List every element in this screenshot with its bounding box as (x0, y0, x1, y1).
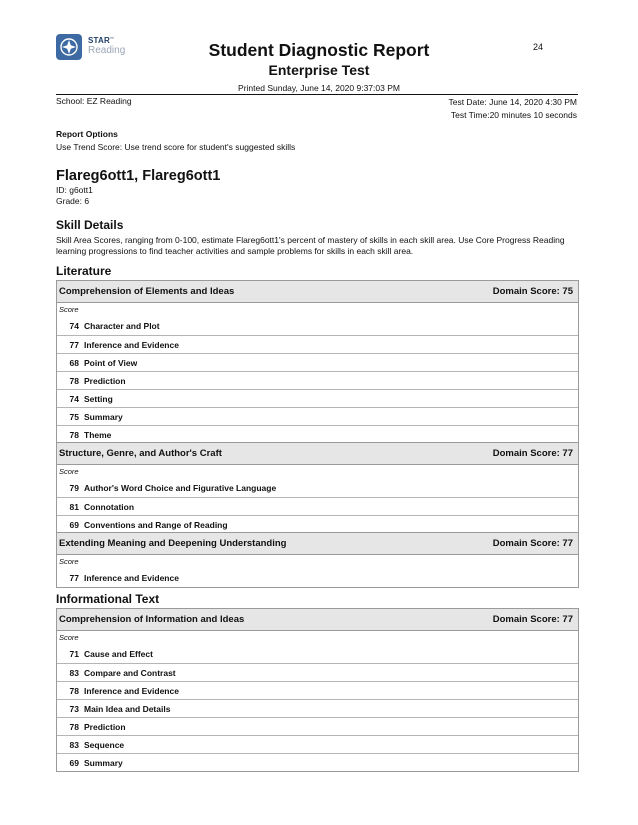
skill-score: 69 (69, 757, 79, 768)
skill-score: 78 (69, 721, 79, 732)
skill-row (57, 389, 578, 407)
report-options-text: Use Trend Score: Use trend score for student's suggested skills (56, 142, 296, 152)
skill-name: Character and Plot (84, 321, 160, 331)
score-column-label: Score (59, 557, 79, 566)
domain-name: Extending Meaning and Deepening Understanding (59, 538, 287, 549)
report-title: Student Diagnostic Report (208, 40, 430, 60)
domain-comprehension-information-ideas (56, 608, 579, 772)
skill-name: Prediction (84, 721, 126, 732)
logo-product: Reading (88, 45, 126, 56)
skill-row (57, 407, 578, 425)
skill-score: 75 (69, 411, 79, 422)
skill-score: 78 (69, 375, 79, 386)
skill-details-description: Skill Area Scores, ranging from 0-100, estimate Flareg6ott1's percent of mastery of skills in each skill area. Use Core Progress Reading learning progressions to find teacher activities and sample problems for skills in each skill area. (56, 235, 565, 256)
skill-score: 77 (69, 573, 79, 583)
skill-row (57, 371, 578, 389)
skill-name: Summary (84, 757, 123, 768)
skill-row (57, 735, 578, 753)
score-column-label: Score (59, 633, 79, 642)
skill-score: 77 (69, 339, 79, 350)
skill-score: 83 (69, 739, 79, 750)
skill-name: Conventions and Range of Reading (84, 519, 228, 530)
skill-name: Inference and Evidence (84, 339, 179, 350)
skill-name: Cause and Effect (84, 649, 153, 659)
skill-score: 71 (69, 649, 79, 659)
skill-score: 74 (69, 393, 79, 404)
skill-name: Compare and Contrast (84, 667, 176, 678)
skill-name: Inference and Evidence (84, 685, 179, 696)
printed-timestamp: Printed Sunday, June 14, 2020 9:37:03 PM (238, 83, 400, 93)
domain-header (57, 533, 578, 555)
skill-score: 74 (69, 321, 79, 331)
header-divider (56, 94, 578, 95)
domain-comprehension-elements-ideas (56, 280, 579, 444)
skill-score: 68 (69, 357, 79, 368)
logo-brand: STAR™ (88, 36, 115, 45)
skill-score: 69 (69, 519, 79, 530)
domain-name: Comprehension of Information and Ideas (59, 614, 245, 625)
skill-row (57, 479, 578, 497)
domain-score: Domain Score: 75 (492, 286, 573, 297)
skill-row (57, 353, 578, 371)
domain-header (57, 281, 578, 303)
skill-name: Setting (84, 393, 113, 404)
skill-name: Point of View (84, 357, 138, 368)
skill-score: 79 (69, 483, 79, 493)
test-time: Test Time:20 minutes 10 seconds (450, 110, 577, 120)
skill-row (57, 335, 578, 353)
skill-row (57, 645, 578, 663)
page-number: 24 (533, 42, 544, 52)
skill-score: 81 (69, 501, 79, 512)
skill-name: Connotation (84, 501, 135, 512)
test-info (448, 96, 577, 122)
skill-row (57, 515, 578, 533)
skill-score: 83 (69, 667, 79, 678)
domain-name: Comprehension of Elements and Ideas (59, 286, 235, 297)
skill-name: Sequence (84, 739, 125, 750)
test-date: Test Date: June 14, 2020 4:30 PM (448, 97, 577, 107)
skill-name: Summary (84, 411, 123, 422)
school-name: School: EZ Reading (56, 96, 132, 106)
student-name: Flareg6ott1, Flareg6ott1 (56, 168, 221, 184)
skill-details-heading: Skill Details (56, 218, 124, 232)
score-column-label: Score (59, 305, 79, 314)
domain-header (57, 443, 578, 465)
skill-score: 78 (69, 685, 79, 696)
domain-score: Domain Score: 77 (492, 614, 573, 625)
student-id: ID: g6ott1 (56, 185, 93, 195)
score-column-label: Score (59, 467, 79, 476)
domain-header (57, 609, 578, 631)
student-grade: Grade: 6 (56, 196, 90, 206)
domain-score: Domain Score: 77 (492, 538, 573, 549)
skill-row (57, 569, 578, 587)
skill-name: Theme (84, 429, 112, 440)
domain-extending-meaning (56, 532, 579, 588)
skill-name: Main Idea and Details (84, 703, 171, 714)
domain-structure-genre-craft (56, 442, 579, 534)
skill-row (57, 753, 578, 771)
skill-row (57, 681, 578, 699)
skill-row (57, 699, 578, 717)
skill-row (57, 717, 578, 735)
domain-name: Structure, Genre, and Author's Craft (59, 448, 222, 459)
skill-name: Prediction (84, 375, 126, 386)
area-title-informational-text: Informational Text (56, 592, 160, 606)
report-options-heading: Report Options (56, 129, 118, 139)
skill-row (57, 497, 578, 515)
skill-row (57, 663, 578, 681)
domain-score: Domain Score: 77 (492, 448, 573, 459)
skill-score: 73 (69, 703, 79, 714)
skill-name: Author's Word Choice and Figurative Language (84, 483, 277, 493)
area-title-literature: Literature (56, 264, 112, 278)
report-subtitle: Enterprise Test (268, 62, 370, 78)
skill-row (57, 317, 578, 335)
skill-name: Inference and Evidence (84, 573, 179, 583)
skill-row (57, 425, 578, 443)
skill-score: 78 (69, 429, 79, 440)
